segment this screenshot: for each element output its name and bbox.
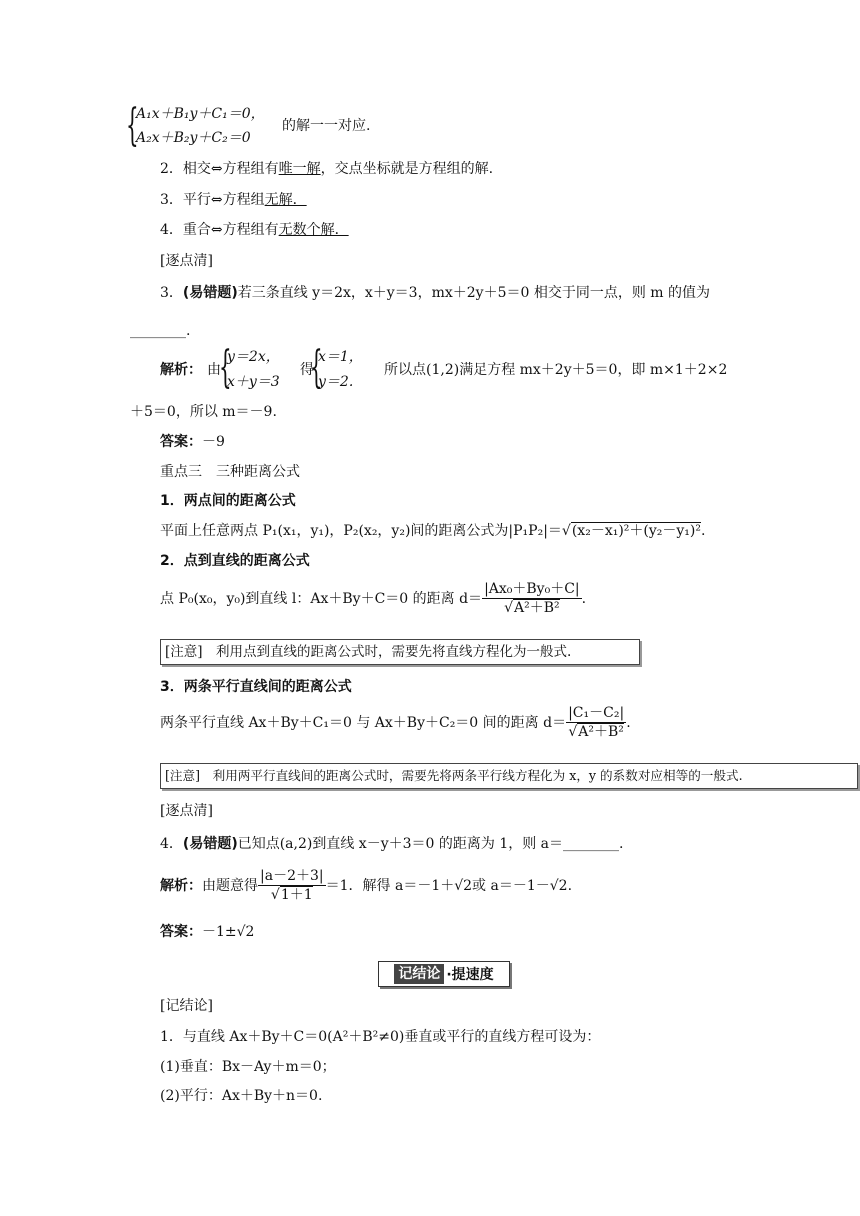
sys1-line1: A₁x＋B₁y＋C₁＝0， xyxy=(136,106,265,122)
note-box-2: [注意] 利用两平行直线间的距离公式时，需要先将两条平行线方程化为 x，y 的系数对应相等的一般式. xyxy=(160,763,858,789)
analysis-3-post: 所以点(1,2)满足方程 mx＋2y＋5＝0，即 m×1＋2×2 xyxy=(384,362,728,378)
conclusion-parallel: (2)平行：Ax＋By＋n＝0. xyxy=(160,1088,323,1104)
formula-parallel-lines: 两条平行直线 Ax＋By＋C₁＝0 与 Ax＋By＋C₂＝0 间的距离 d＝ $\frac{\text{|C₁－C₂|}}{\text{√A²＋B²}}$ . xyxy=(160,705,631,740)
sys1-line2: A₂x＋B₂y＋C₂＝0 xyxy=(136,130,251,146)
answer-4: 答案：－1±√2 xyxy=(160,924,255,940)
jielun-heading: [记结论] xyxy=(160,998,213,1014)
formula-point-line: 点 P₀(x₀，y₀)到直线 l：Ax＋By＋C＝0 的距离 d＝ $\frac{\text{|Ax₀＋By₀＋C|}}{\text{√A²＋B²}}$ . xyxy=(160,581,587,616)
answer-3: 答案：－9 xyxy=(160,434,225,450)
analysis-3-cont: ＋5＝0，所以 m＝－9. xyxy=(130,404,277,420)
heading-two-points: 1．两点间的距离公式 xyxy=(160,493,296,509)
formula-two-points: 平面上任意两点 P₁(x₁，y₁)，P₂(x₂，y₂)间的距离公式为|P₁P₂|＝√(x₂－x₁)²＋(y₂－y₁)². xyxy=(160,523,706,539)
left-brace: { xyxy=(126,100,139,151)
analysis-3-pre: 由 xyxy=(207,362,221,378)
section-banner: 记结论 ·提速度 xyxy=(378,961,510,987)
analysis-3-mid: 得 xyxy=(300,362,314,378)
sys2-line2: x＋y＝3 xyxy=(227,374,280,390)
note-box-1: [注意] 利用点到直线的距离公式时，需要先将直线方程化为一般式. xyxy=(160,639,640,665)
question-4: 4．(易错题)已知点(a,2)到直线 x－y＋3＝0 的距离为 1，则 a＝________. xyxy=(160,836,624,852)
sys1-tail: 的解一一对应. xyxy=(282,118,371,134)
question-3-blank: ________. xyxy=(130,323,191,339)
item-coincide: 4．重合⇔方程组有无数个解． xyxy=(160,222,349,238)
conclusion-perpendicular: (1)垂直：Bx－Ay＋m＝0； xyxy=(160,1059,336,1075)
question-3: 3．(易错题)若三条直线 y＝2x，x＋y＝3，mx＋2y＋5＝0 相交于同一点，则 m 的值为 xyxy=(160,285,711,301)
heading-point-line: 2．点到直线的距离公式 xyxy=(160,553,310,569)
zhudian-heading-2: [逐点清] xyxy=(160,803,213,819)
brace-a: { xyxy=(219,342,232,393)
item-parallel: 3．平行⇔方程组无解． xyxy=(160,192,307,208)
zhudian-heading-1: [逐点清] xyxy=(160,253,213,269)
sys3-line1: x＝1， xyxy=(318,349,363,365)
sys2-line1: y＝2x， xyxy=(227,349,280,365)
conclusion-1: 1．与直线 Ax＋By＋C＝0(A²＋B²≠0)垂直或平行的直线方程可设为： xyxy=(160,1029,601,1045)
heading-parallel-lines: 3．两条平行直线间的距离公式 xyxy=(160,679,352,695)
analysis-4: 解析：由题意得 $\frac{|a-2+3|}{√1+1}$ ＝1．解得 a＝－1＋√2或 a＝－1－√2. xyxy=(160,868,573,903)
section-heading: 重点三 三种距离公式 xyxy=(160,464,300,480)
brace-b: { xyxy=(310,342,323,393)
sys3-line2: y＝2. xyxy=(318,374,354,390)
analysis-3-label: 解析： xyxy=(160,362,202,378)
item-intersect: 2．相交⇔方程组有唯一解，交点坐标就是方程组的解. xyxy=(160,161,494,177)
